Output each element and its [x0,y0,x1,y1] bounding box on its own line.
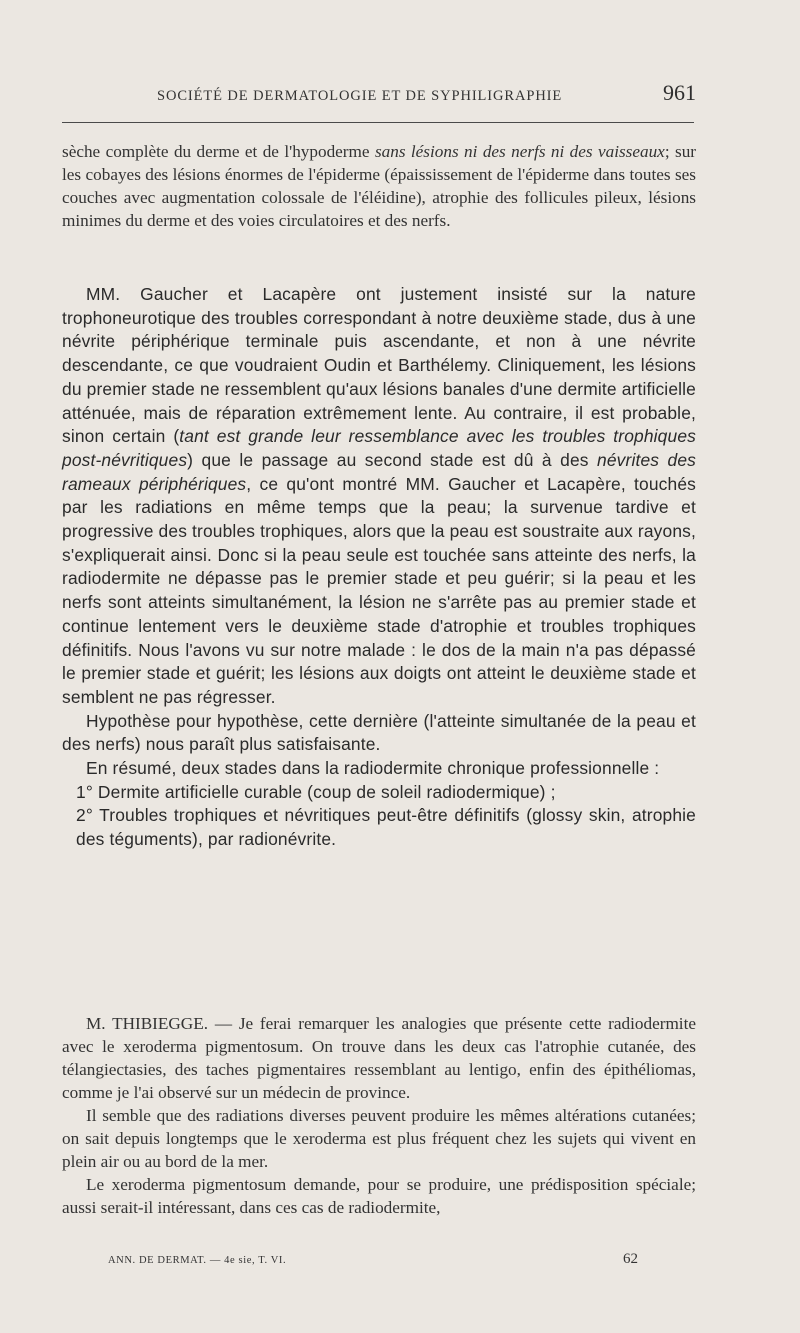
paragraph-hypothese: Hypothèse pour hypothèse, cette dernière (l'atteinte simultanée de la peau et des nerfs) nous paraît plus satisfaisante. [62,710,696,755]
paragraph2-italic-1: tant est grande leur ressemblance avec les troubles trophiques post-névritiques [62,426,696,470]
main-body [62,283,696,852]
paragraph1-text-2: ; sur les cobayes des lésions énormes de l'épiderme (épaississement de l'épiderme dans toutes ses couches avec augmentation colossale de l'éléidine), atrophie des follicules pileux, lésions minimes du derme et des voies circulatoires et des nerfs. [62,142,697,230]
running-head-title: SOCIÉTÉ DE DERMATOLOGIE ET DE SYPHILIGRAPHIE [157,88,563,104]
discussion-text-1: — Je ferai remarquer les analogies que présente cette radiodermite avec le xeroderma pigmentosum. On trouve dans les deux cas l'atrophie cutanée, des télangiectasies, des taches pigmentaires ressemblant au lentigo, enfin des épithéliomas, comme je l'ai observé sur un médecin de province. [62,1014,696,1102]
paragraph2-text-2: ) que le passage au second stade est dû à des [187,449,598,470]
footer-citation: ANN. DE DERMAT. — 4e sie, T. VI. [108,1255,287,1266]
discussion-paragraph-1 [62,1012,696,1104]
list-item-1: 1° Dermite artificielle curable (coup de soleil radiodermique) ; [76,781,556,802]
discussion [62,1012,696,1219]
speaker-name: M. THIBIEGGE. [86,1014,209,1033]
signature-mark: 62 [623,1251,638,1267]
running-head [60,78,696,108]
discussion-paragraph-3: Le xeroderma pigmentosum demande, pour se produire, une prédisposition spéciale; aussi serait-il intéressant, dans ces cas de radiodermite, [62,1175,696,1217]
paragraph1-text-1: sèche complète du derme et de l'hypoderme [62,142,375,161]
page-number: 961 [663,80,696,105]
paragraph-trophoneurotique [62,283,696,710]
discussion-paragraph-2: Il semble que des radiations diverses peuvent produire les mêmes altérations cutanées; on sait depuis longtemps que le xeroderma est plus fréquent chez les sujets qui vivent en plein air ou au bord de la mer. [62,1106,696,1171]
paragraph2-text-3: , ce qu'ont montré MM. Gaucher et Lacapère, touchés par les radiations en même temps que la peau; la survenue tardive et progressive des troubles trophiques, alors que la peau est soustraite aux rayons, s'expliquerait ainsi. Donc si la peau seule est touchée sans atteinte des nerfs, la radiodermite ne dépasse pas le premier stade et peu guérir; si la peau et les nerfs sont atteints simultanément, la lésion ne s'arrête pas au premier stade et continue lentement vers le deuxième stade d'atrophie et troubles trophiques définitifs. Nous l'avons vu sur notre malade : le dos de la main n'a pas dépassé le premier stade et guérit; les lésions aux doigts ont atteint le deuxième stade et semblent ne pas régresser. [62,473,697,707]
paragraph1-italic: sans lésions ni des nerfs ni des vaisseaux [374,142,665,161]
list-item-2: 2° Troubles trophiques et névritiques peut-être définitifs (glossy skin, atrophie des téguments), par radionévrite. [76,805,696,850]
paragraph-resume: En résumé, deux stades dans la radiodermite chronique professionnelle : [86,758,660,779]
header-rule [62,122,694,123]
paragraph-continued [62,140,696,232]
paragraph2-italic-2: névrites des rameaux périphériques [62,449,696,494]
paragraph2-text-1: MM. Gaucher et Lacapère ont justement insisté sur la nature trophoneurotique des troubles correspondant à notre deuxième stade, dus à une névrite périphérique terminale puis ascendante, et non à une névrite descendante, ce que voudraient Oudin et Barthélemy. Cliniquement, les lésions du premier stade ne ressemblent qu'aux lésions banales d'une dermite artificielle atténuée, mais de réparation extrêmement lente. Au contraire, il est probable, sinon certain ( [62,284,696,447]
footer [108,1251,638,1273]
